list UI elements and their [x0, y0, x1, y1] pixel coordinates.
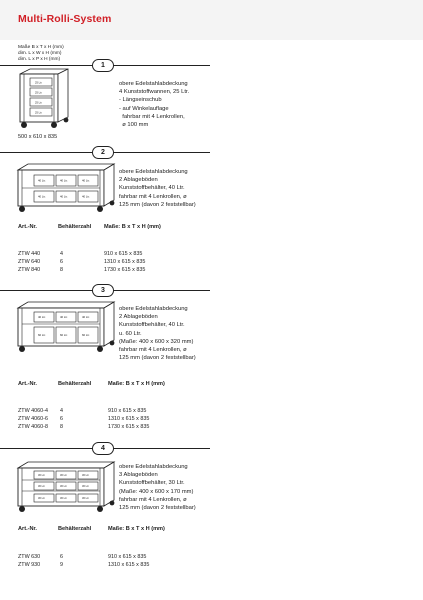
- bin-label-text: 40 Ltr.: [38, 178, 46, 183]
- dimension-legend: [18, 45, 64, 64]
- bin-label-text: 25 Ltr.: [35, 111, 43, 115]
- section-description: obere Edelstahlabdeckung 3 Ablageböden Kunststoffbehälter, 30 Ltr. (Maße: 400 x 600 x 170 mm) fahrbar mit 4 Lenkrollen, ø 125 mm (davon 2 feststellbar): [119, 464, 196, 512]
- bin-label-text: 60 Ltr.: [82, 333, 90, 337]
- table-cell: 8: [60, 267, 63, 273]
- table-cell: ZTW 4060-6: [18, 416, 48, 422]
- bin-label-text: 40 Ltr.: [38, 194, 46, 199]
- bin-label-text: 30 Ltr.: [38, 485, 46, 488]
- table-cell: ZTW 4060-4: [18, 408, 48, 414]
- table-header-dimensions: Maße: B x T x H (mm): [108, 526, 165, 532]
- product-illustration-1: [18, 68, 70, 130]
- section-number-badge: 3: [92, 284, 114, 297]
- bin-label-text: 40 Ltr.: [38, 315, 46, 319]
- table-header-art-nr: Art.-Nr.: [18, 381, 37, 387]
- product-illustration-3: [16, 300, 116, 354]
- product-illustration-4: [16, 460, 116, 514]
- product-illustration-2: [16, 162, 116, 214]
- bin-label-text: 30 Ltr.: [60, 485, 68, 488]
- bin-label-text: 40 Ltr.: [82, 178, 90, 183]
- bin-label-text: 30 Ltr.: [60, 474, 68, 477]
- table-cell: 910 x 615 x 835: [108, 408, 147, 414]
- bin-label-text: 30 Ltr.: [38, 474, 46, 477]
- table-header-count: Behälterzahl: [58, 224, 92, 230]
- table-cell: 1730 x 615 x 835: [108, 424, 150, 430]
- table-header-count: Behälterzahl: [58, 381, 92, 387]
- dimension-legend-line: dim. L x P x H (mm): [18, 57, 61, 63]
- table-cell: 1310 x 615 x 835: [108, 562, 150, 568]
- table-cell: 6: [60, 259, 63, 265]
- section-number-badge: 4: [92, 442, 114, 455]
- dimension-legend-line: Maße B x T x H (mm): [18, 45, 64, 50]
- table-cell: ZTW 4060-8: [18, 424, 48, 430]
- bin-label-text: 25 Ltr.: [35, 101, 43, 105]
- section-description: obere Edelstahlabdeckung 4 Kunststoffwannen, 25 Ltr. - Längseinschub - auf Winkelauflage fahrbar mit 4 Lenkrollen, ø 100 mm: [119, 81, 190, 129]
- bin-label-text: 30 Ltr.: [38, 497, 46, 500]
- table-header-count: Behälterzahl: [58, 526, 92, 532]
- table-cell: ZTW 630: [18, 554, 41, 560]
- table-header-dimensions: Maße: B x T x H (mm): [108, 381, 165, 387]
- section-number-badge: 1: [92, 59, 114, 72]
- dimension-legend-line: dim. L x W x H (mm): [18, 51, 62, 57]
- bin-label-text: 30 Ltr.: [82, 485, 90, 488]
- table-cell: 9: [60, 562, 63, 568]
- bin-label-text: 30 Ltr.: [60, 497, 68, 500]
- table-cell: 6: [60, 554, 63, 560]
- table-cell: ZTW 640: [18, 259, 41, 265]
- bin-label-text: 40 Ltr.: [82, 315, 90, 319]
- bin-label-text: 40 Ltr.: [60, 178, 68, 183]
- table-header-art-nr: Art.-Nr.: [18, 224, 37, 230]
- bin-label-text: 60 Ltr.: [38, 333, 46, 337]
- section-description: obere Edelstahlabdeckung 2 Ablageböden Kunststoffbehälter, 40 Ltr. u. 60 Ltr. (Maße: 400 x 600 x 320 mm) fahrbar mit 4 Lenkrollen, ø 125 mm (davon 2 feststellbar): [119, 306, 196, 362]
- table-cell: 4: [60, 408, 63, 414]
- table-cell: ZTW 930: [18, 562, 41, 568]
- section-description: obere Edelstahlabdeckung 2 Ablageböden Kunststoffbehälter, 40 Ltr. fahrbar mit 4 Lenkrollen, ø 125 mm (davon 2 feststellbar): [119, 169, 196, 208]
- bin-label-text: 40 Ltr.: [82, 194, 90, 199]
- table-cell: ZTW 840: [18, 267, 41, 273]
- table-cell: 4: [60, 251, 63, 257]
- table-cell: 910 x 615 x 835: [104, 251, 143, 257]
- bin-label-text: 25 Ltr.: [35, 81, 43, 85]
- bin-label-text: 30 Ltr.: [82, 497, 90, 500]
- table-cell: 1310 x 615 x 835: [108, 416, 150, 422]
- bin-label-text: 30 Ltr.: [82, 474, 90, 477]
- bin-label-text: 40 Ltr.: [60, 315, 68, 319]
- table-cell: ZTW 440: [18, 251, 41, 257]
- section-number-badge: 2: [92, 146, 114, 159]
- bin-label-text: 60 Ltr.: [60, 333, 68, 337]
- table-cell: 6: [60, 416, 63, 422]
- table-header-dimensions: Maße: B x T x H (mm): [104, 224, 161, 230]
- table-cell: 8: [60, 424, 63, 430]
- table-cell: 1730 x 615 x 835: [104, 267, 146, 273]
- table-cell: 1310 x 615 x 835: [104, 259, 146, 265]
- page-title: Multi-Rolli-System: [18, 13, 112, 25]
- size-caption: 500 x 610 x 835: [18, 134, 58, 140]
- table-header-art-nr: Art.-Nr.: [18, 526, 37, 532]
- table-cell: 910 x 615 x 835: [108, 554, 147, 560]
- bin-label-text: 40 Ltr.: [60, 194, 68, 199]
- page-header: [0, 0, 423, 40]
- bin-label-text: 25 Ltr.: [35, 91, 43, 95]
